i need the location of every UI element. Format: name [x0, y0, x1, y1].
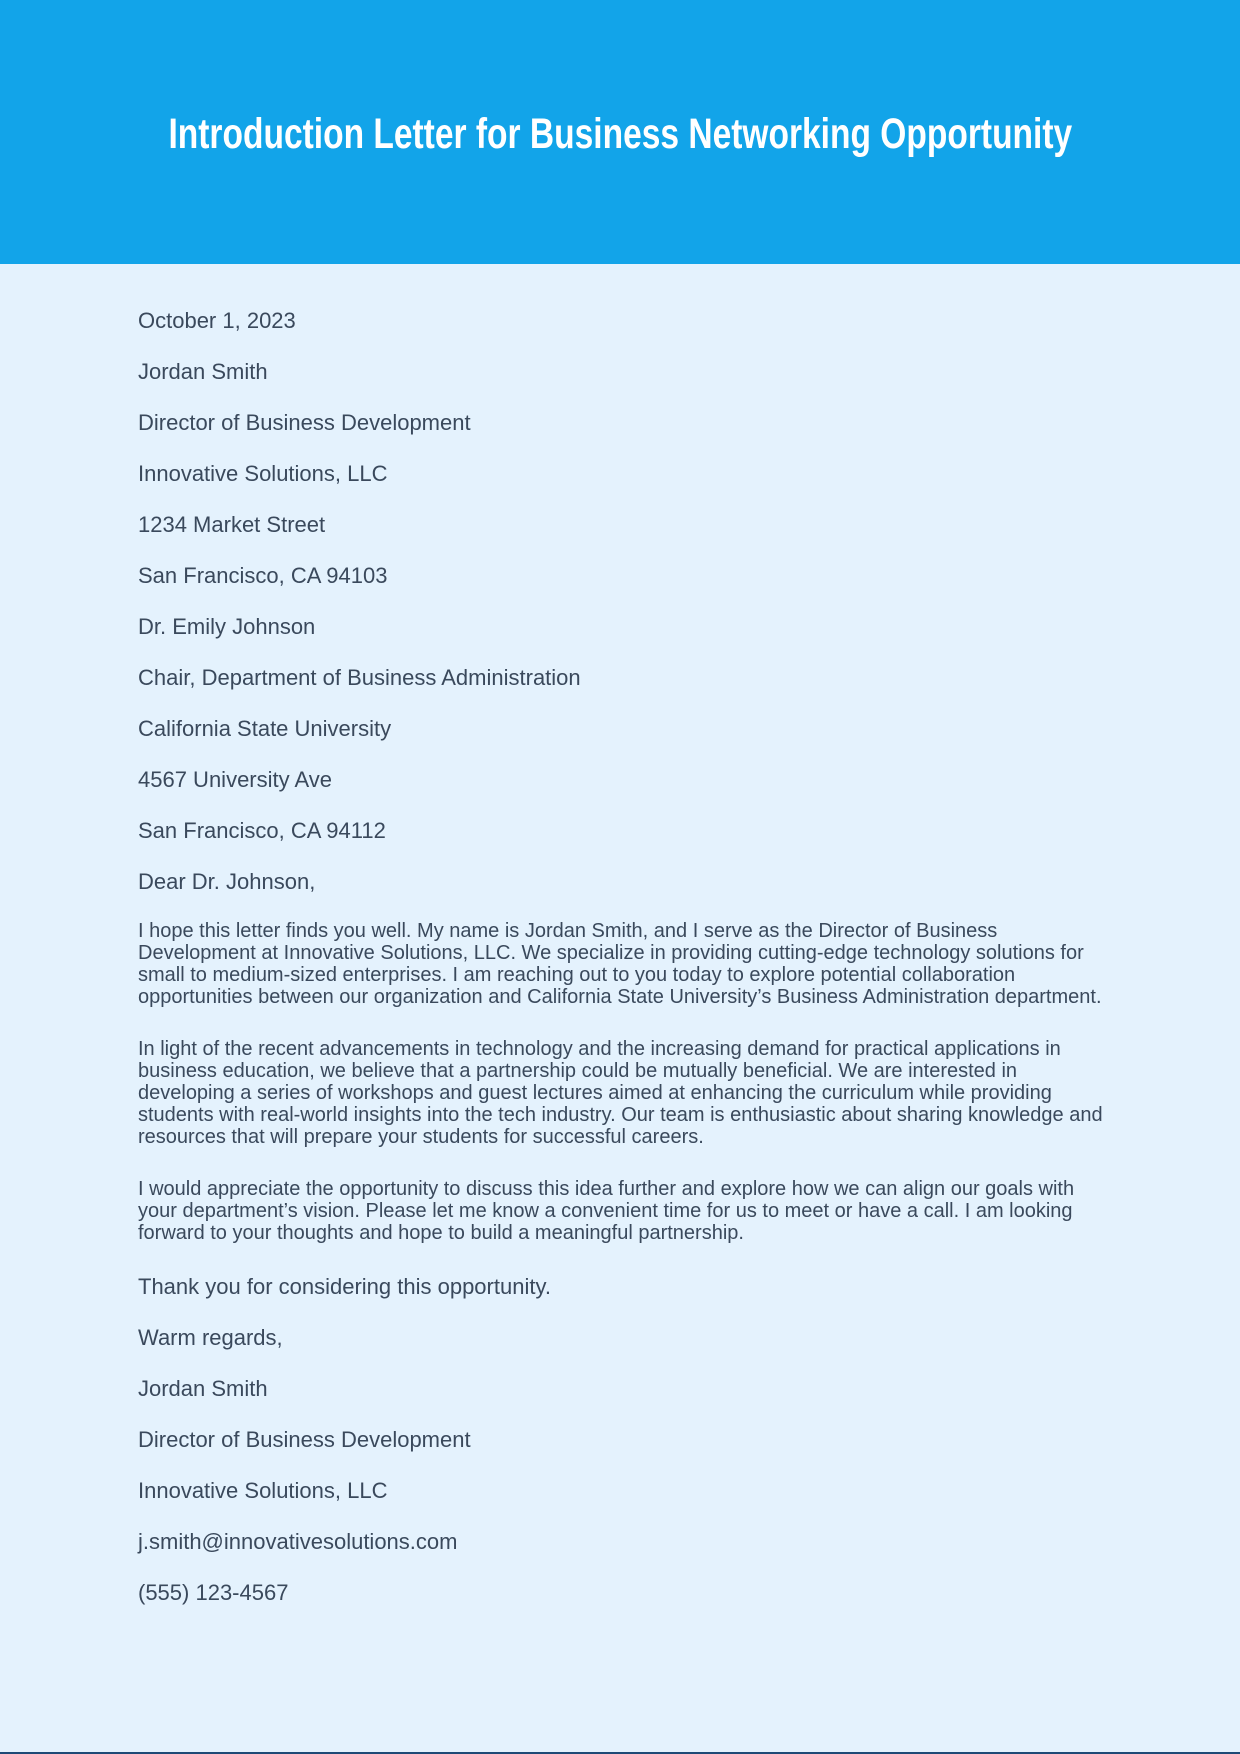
sender-company: Innovative Solutions, LLC — [138, 461, 388, 486]
page-title: Introduction Letter for Business Networking Opportunity — [168, 110, 1072, 158]
signature-phone: (555) 123-4567 — [138, 1580, 289, 1605]
body-paragraph-3: I would appreciate the opportunity to discuss this idea further and explore how we can align our goals with your department’s vision. Please let me know a convenient time for us to meet or have a call. I am looking forward to your thoughts and hope to build a meaningful partnership. — [138, 1178, 1075, 1244]
signature-title: Director of Business Development — [138, 1427, 471, 1452]
recipient-name: Dr. Emily Johnson — [138, 614, 316, 639]
sender-title: Director of Business Development — [138, 410, 471, 435]
thanks-line: Thank you for considering this opportunity. — [138, 1274, 551, 1299]
header-band — [0, 0, 1240, 264]
salutation: Dear Dr. Johnson, — [138, 869, 316, 894]
recipient-city: San Francisco, CA 94112 — [138, 818, 386, 843]
signature-company: Innovative Solutions, LLC — [138, 1478, 388, 1503]
sender-street: 1234 Market Street — [138, 512, 326, 537]
body-paragraph-1: I hope this letter finds you well. My name is Jordan Smith, and I serve as the Director of Business Development at Innovative Solutions, LLC. We specialize in providing cutting-edge technology solutions for small to medium-sized enterprises. I am reaching out to you today to explore potential collaboration opportunities between our organization and California State University’s Business Administration department. — [138, 920, 1102, 1008]
date-line: October 1, 2023 — [138, 308, 296, 333]
signature-name: Jordan Smith — [138, 1376, 268, 1401]
sender-city: San Francisco, CA 94103 — [138, 563, 388, 588]
recipient-title: Chair, Department of Business Administration — [138, 665, 581, 690]
body-paragraph-2: In light of the recent advancements in technology and the increasing demand for practical applications in business education, we believe that a partnership could be mutually beneficial. We are interested in developing a series of workshops and guest lectures aimed at enhancing the curriculum while providing students with real-world insights into the tech industry. Our team is enthusiastic about sharing knowledge and resources that will prepare your students for successful careers. — [138, 1038, 1103, 1148]
closing-line: Warm regards, — [138, 1325, 283, 1350]
sender-name: Jordan Smith — [138, 359, 268, 384]
signature-email: j.smith@innovativesolutions.com — [138, 1529, 458, 1554]
recipient-org: California State University — [138, 716, 392, 741]
letter-body — [0, 264, 1240, 1605]
recipient-street: 4567 University Ave — [138, 767, 333, 792]
